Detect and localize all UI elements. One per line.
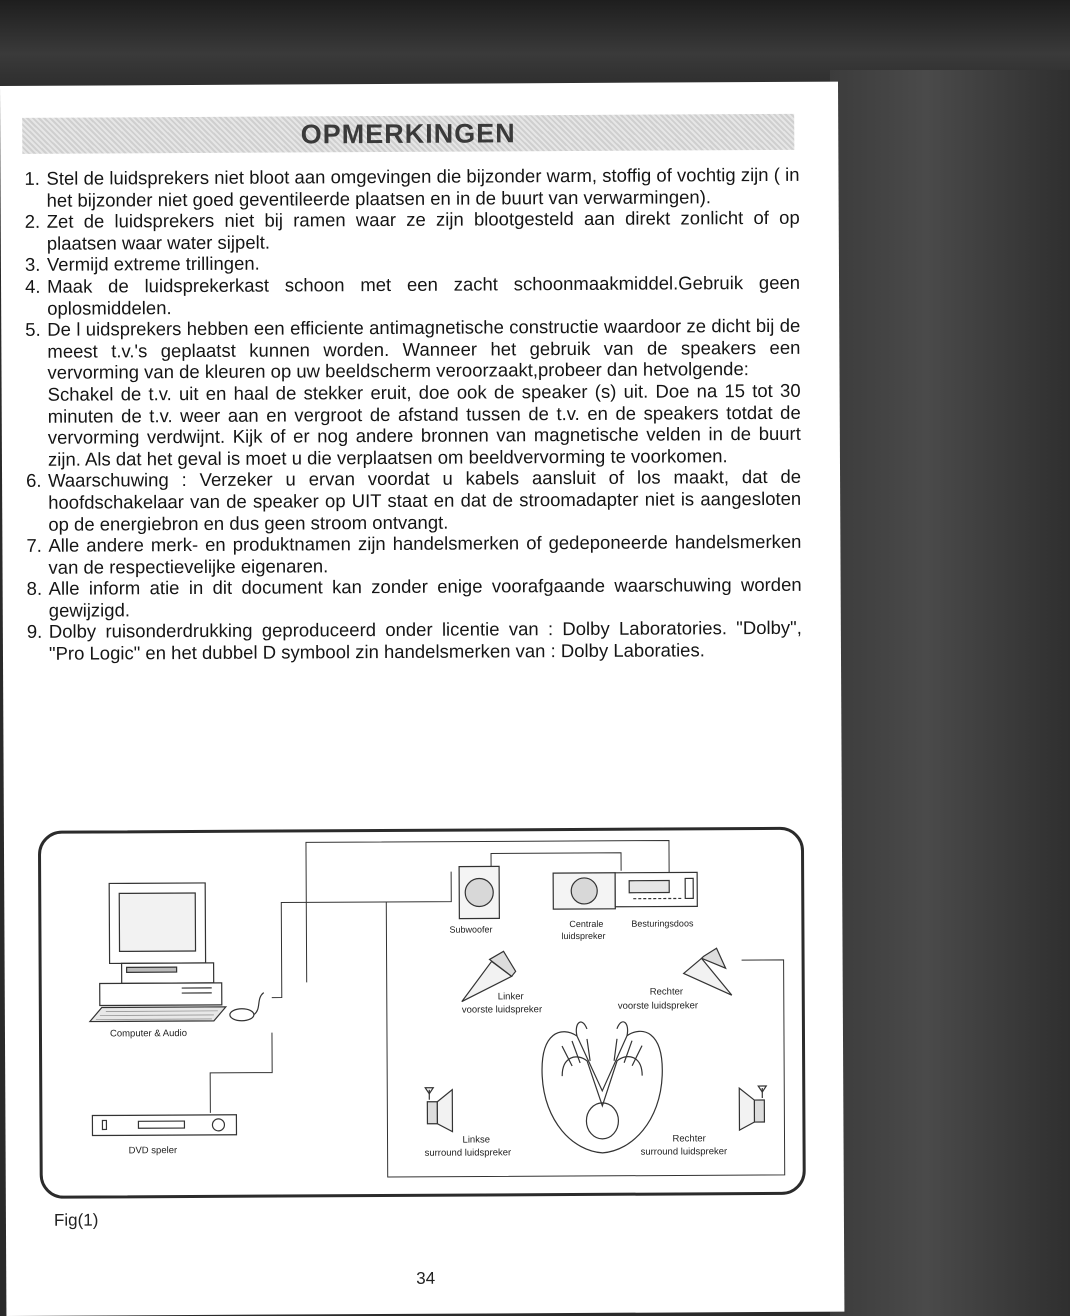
note-item (25, 272, 800, 319)
note-text: Maak de luidsprekerkast schoon met een zacht schoonmaakmiddel.Gebruik geen oplosmiddelen. (46, 271, 801, 319)
note-text: Alle andere merk- en produktnamen zijn handelsmerken of gedeponeerde handelsmerken van de respectievelijke eigenaren. (48, 530, 802, 578)
note-item (26, 466, 801, 535)
note-text: De l uidsprekers hebben een efficiente antimagnetische constructie waardoor ze dicht bij de meest t.v.'s geplaatst kunnen worden. Wanneer het gebruik van de speakers een vervorming van de kleuren op uw beeldscherm veroorzaakt,probeer dan hetvolgende: (47, 314, 801, 384)
note-number: 6. (26, 470, 42, 492)
dvd-label: DVD speler (128, 1145, 178, 1157)
computer-icon (89, 883, 264, 1022)
surround-speaker-icon (739, 1086, 766, 1130)
note-number: 5. (25, 318, 41, 341)
note-text: Stel de luidsprekers niet bloot aan omgevingen die bijzonder warm, stoffig of vochtig zijn ( in het bijzonder niet goed geventileerde plaatsen en in de buurt van verwarmingen). (46, 163, 800, 211)
note-number: 9. (26, 621, 43, 643)
note-item (27, 617, 802, 664)
front-speaker-icon (684, 948, 732, 995)
subwoofer-label: Subwoofer (449, 924, 493, 935)
figure-caption: Fig(1) (53, 1210, 99, 1230)
front-right-label-2: voorste luidspreker (617, 1000, 699, 1012)
center-speaker-icon (553, 873, 615, 909)
note-number: 7. (26, 534, 42, 556)
note-number: 3. (24, 254, 41, 276)
background-right (830, 70, 1070, 1316)
dvd-player-icon (92, 1115, 236, 1136)
front-left-label-1: Linker (497, 991, 524, 1003)
control-box-label: Besturingsdoos (631, 918, 694, 929)
note-text: Vermijd extreme trillingen. (46, 253, 260, 276)
listener-icon (542, 1022, 663, 1154)
note-number: 2. (24, 210, 41, 233)
center-label-2: luidspreker (561, 930, 606, 942)
surround-left-label-2: surround luidspreker (424, 1147, 512, 1159)
connection-diagram (38, 827, 806, 1199)
center-label-1: Centrale (569, 918, 604, 930)
note-item (24, 164, 799, 211)
note-item (27, 574, 802, 621)
notes-list (24, 164, 802, 665)
computer-label: Computer & Audio (109, 1028, 188, 1040)
control-box-icon (615, 872, 697, 906)
note-text: Zet de luidsprekers niet bij ramen waar ze zijn blootgesteld aan direkt zonlicht of op plaatsen waar water sijpelt. (46, 207, 800, 254)
note-number: 8. (26, 578, 43, 600)
note-text: Waarschuwing : Verzeker u ervan voordat u kabels aansluit of los maakt, dat de hoofdschakelaar van de speaker op UIT staat en dat de stroomadapter niet is aangesloten op de energiebron en dus geen stroom ontvangt. (48, 466, 802, 535)
note-text: Alle inform atie in dit document kan zonder enige voorafgaande waarschuwing worden gewijzigd. (48, 574, 802, 621)
surround-left-label-1: Linkse (462, 1134, 491, 1146)
front-right-label-1: Rechter (649, 986, 684, 998)
page-heading: OPMERKINGEN (300, 118, 516, 150)
page-number: 34 (416, 1268, 436, 1288)
surround-speaker-icon (425, 1088, 452, 1132)
note-number: 4. (24, 275, 41, 297)
note-item (26, 531, 801, 578)
diagram-svg (41, 830, 803, 1196)
surround-right-label-1: Rechter (672, 1133, 706, 1145)
note-text-continued: Schakel de t.v. uit en haal de stekker eruit, doe ook de speaker (s) uit. Doe na 15 tot 30 minuten de t.v. weer aan en vergroot de afstand tussen de t.v. en de speakers totdat de vervorming verdwijnt. Kijk of er nog andere bronnen van magnetische velden in de buurt zijn. Als dat het geval is moet u die verplaatsen om beeldvervorming te voorkomen. (47, 379, 801, 470)
note-text: Dolby ruisonderdrukking geproduceerd onder licentie van : Dolby Laboratories. "Dolby", "Pro Logic" en het dubbel D symbool zin handelsmerken van : Dolby Laboraties. (48, 617, 802, 664)
heading-band (22, 114, 794, 154)
note-item (25, 315, 801, 470)
manual-page (0, 82, 844, 1316)
front-left-label-2: voorste luidspreker (461, 1004, 543, 1016)
subwoofer-icon (459, 866, 499, 918)
note-item (25, 207, 800, 254)
surround-right-label-2: surround luidspreker (640, 1146, 728, 1158)
note-number: 1. (24, 167, 40, 189)
